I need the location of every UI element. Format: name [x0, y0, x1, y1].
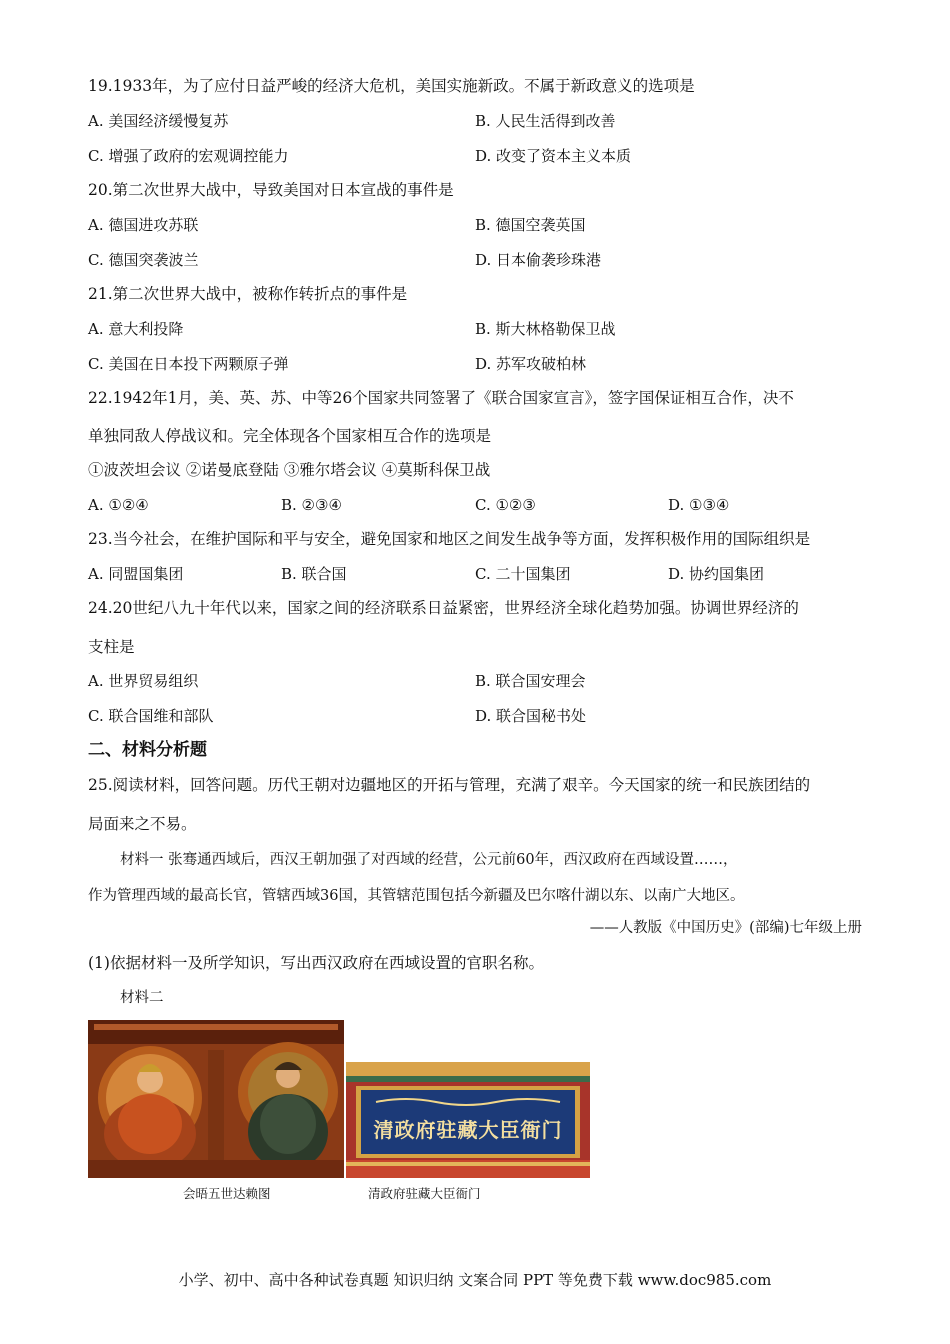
q19-option-a: A. 美国经济缓慢复苏: [88, 112, 229, 130]
dalai-lama-meeting-caption: 会晤五世达赖图: [183, 1186, 271, 1201]
q21-option-d: D. 苏军攻破柏林: [475, 355, 587, 373]
q24-stem-line2: 支柱是: [88, 638, 135, 656]
page-footer: 小学、初中、高中各种试卷真题 知识归纳 文案合同 PPT 等免费下载 www.doc985.com: [178, 1271, 772, 1289]
q24-option-c: C. 联合国维和部队: [88, 707, 214, 725]
q21-option-c: C. 美国在日本投下两颗原子弹: [88, 355, 289, 373]
q25-line1: 25.阅读材料，回答问题。历代王朝对边疆地区的开拓与管理，充满了艰辛。今天国家的统一和民族团结的: [88, 776, 811, 794]
q19-option-c: C. 增强了政府的宏观调控能力: [88, 147, 289, 165]
q25-line2: 局面来之不易。: [88, 815, 197, 833]
q25-subquestion-1: (1)依据材料一及所学知识，写出西汉政府在西域设置的官职名称。: [88, 954, 544, 972]
q22-stem-line2: 单独同敌人停战议和。完全体现各个国家相互合作的选项是: [88, 427, 492, 445]
q24-stem-line1: 24.20世纪八九十年代以来，国家之间的经济联系日益紧密，世界经济全球化趋势加强。协调世界经济的: [88, 599, 799, 617]
q22-option-a: A. ①②④: [88, 496, 149, 514]
q23-stem: 23.当今社会，在维护国际和平与安全，避免国家和地区之间发生战争等方面，发挥积极作用的国际组织是: [88, 530, 811, 548]
q23-option-b: B. 联合国: [281, 565, 347, 583]
q24-option-d: D. 联合国秘书处: [475, 707, 587, 725]
q19-option-b: B. 人民生活得到改善: [475, 112, 616, 130]
q24-option-b: B. 联合国安理会: [475, 672, 586, 690]
q20-option-d: D. 日本偷袭珍珠港: [475, 251, 602, 269]
dalai-lama-meeting-image: [88, 1020, 344, 1178]
q21-stem: 21.第二次世界大战中，被称作转折点的事件是: [88, 285, 408, 303]
q24-option-a: A. 世界贸易组织: [88, 672, 199, 690]
amban-office-caption: 清政府驻藏大臣衙门: [368, 1186, 481, 1201]
material2-label: 材料二: [120, 990, 164, 1006]
q22-stem-line1: 22.1942年1月，美、英、苏、中等26个国家共同签署了《联合国家宣言》，签字国保证相互合作，决不: [88, 389, 794, 407]
q21-option-b: B. 斯大林格勒保卫战: [475, 320, 616, 338]
q22-option-c: C. ①②③: [475, 496, 536, 514]
q20-stem: 20.第二次世界大战中，导致美国对日本宣战的事件是: [88, 181, 454, 199]
q21-option-a: A. 意大利投降: [88, 320, 184, 338]
q23-option-d: D. 协约国集团: [668, 565, 765, 583]
q20-option-c: C. 德国突袭波兰: [88, 251, 199, 269]
amban-office-sign-image: [346, 1062, 590, 1178]
material1-line1: 材料一 张骞通西域后，西汉王朝加强了对西域的经营，公元前60年，西汉政府在西域设置……，: [120, 852, 738, 868]
section-heading: 二、材料分析题: [88, 740, 207, 760]
q20-option-a: A. 德国进攻苏联: [88, 216, 199, 234]
q19-stem: 19.1933年，为了应付日益严峻的经济大危机，美国实施新政。不属于新政意义的选项是: [88, 77, 695, 95]
q20-option-b: B. 德国空袭英国: [475, 216, 586, 234]
q23-option-c: C. 二十国集团: [475, 565, 571, 583]
q22-items: ①波茨坦会议 ②诺曼底登陆 ③雅尔塔会议 ④莫斯科保卫战: [88, 461, 491, 479]
material1-line2: 作为管理西域的最高长官，管辖西域36国，其管辖范围包括今新疆及巴尔喀什湖以东、以南广大地区。: [88, 888, 745, 904]
q22-option-b: B. ②③④: [281, 496, 342, 514]
q23-option-a: A. 同盟国集团: [88, 565, 184, 583]
q22-option-d: D. ①③④: [668, 496, 730, 514]
q19-option-d: D. 改变了资本主义本质: [475, 147, 632, 165]
amban-sign-text: 清政府驻藏大臣衙门: [373, 1118, 563, 1142]
material1-source: ——人教版《中国历史》(部编)七年级上册: [589, 920, 862, 936]
